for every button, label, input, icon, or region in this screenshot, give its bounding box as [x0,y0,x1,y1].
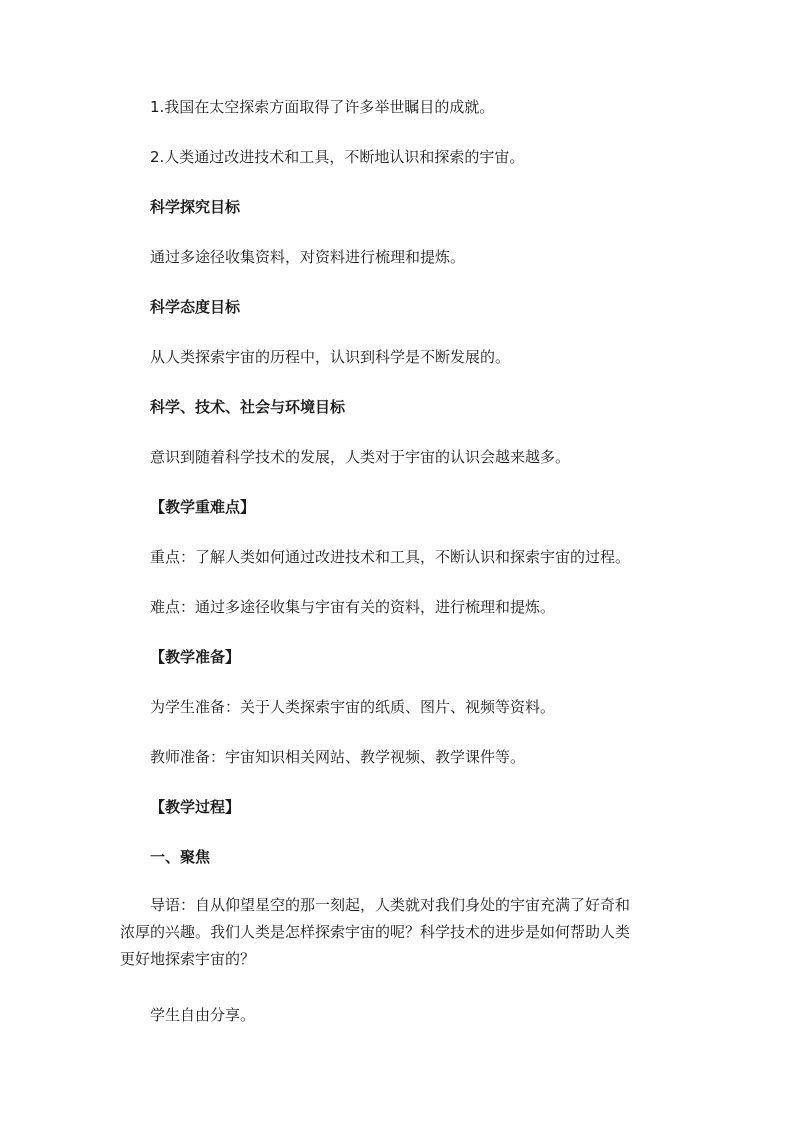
closing-line: 学生自由分享。 [150,1006,256,1024]
intro-paragraph-line-3: 更好地探索宇宙的？ [120,950,256,968]
sts-goal-text: 意识到随着科学技术的发展，人类对于宇宙的认识会越来越多。 [150,448,571,466]
intro-paragraph-line-2: 浓厚的兴趣。我们人类是怎样探索宇宙的呢？科学技术的进步是如何帮助人类 [120,923,631,941]
intro-paragraph-line-1: 导语：自从仰望星空的那一刻起，人类就对我们身处的宇宙充满了好奇和 [150,896,631,914]
heading-attitude-goal: 科学态度目标 [150,298,241,316]
heading-preparation: 【教学准备】 [150,648,241,666]
inquiry-goal-text: 通过多途径收集资料，对资料进行梳理和提炼。 [150,248,466,266]
heading-inquiry-goal: 科学探究目标 [150,198,241,216]
teacher-preparation-text: 教师准备：宇宙知识相关网站、教学视频、教学课件等。 [150,748,526,766]
attitude-goal-text: 从人类探索宇宙的历程中，认识到科学是不断发展的。 [150,348,511,366]
difficult-point-text: 难点：通过多途径收集与宇宙有关的资料，进行梳理和提炼。 [150,598,556,616]
heading-process: 【教学过程】 [150,798,241,816]
heading-sts-goal: 科学、技术、社会与环境目标 [150,398,346,416]
student-preparation-text: 为学生准备：关于人类探索宇宙的纸质、图片、视频等资料。 [150,698,556,716]
heading-focus: 一、聚焦 [150,848,211,866]
objective-item-2: 2.人类通过改进技术和工具，不断地认识和探索的宇宙。 [150,148,525,166]
key-point-text: 重点：了解人类如何通过改进技术和工具，不断认识和探索宇宙的过程。 [150,548,631,566]
heading-key-points: 【教学重难点】 [150,498,256,516]
objective-item-1: 1.我国在太空探索方面取得了许多举世瞩目的成就。 [150,98,495,116]
